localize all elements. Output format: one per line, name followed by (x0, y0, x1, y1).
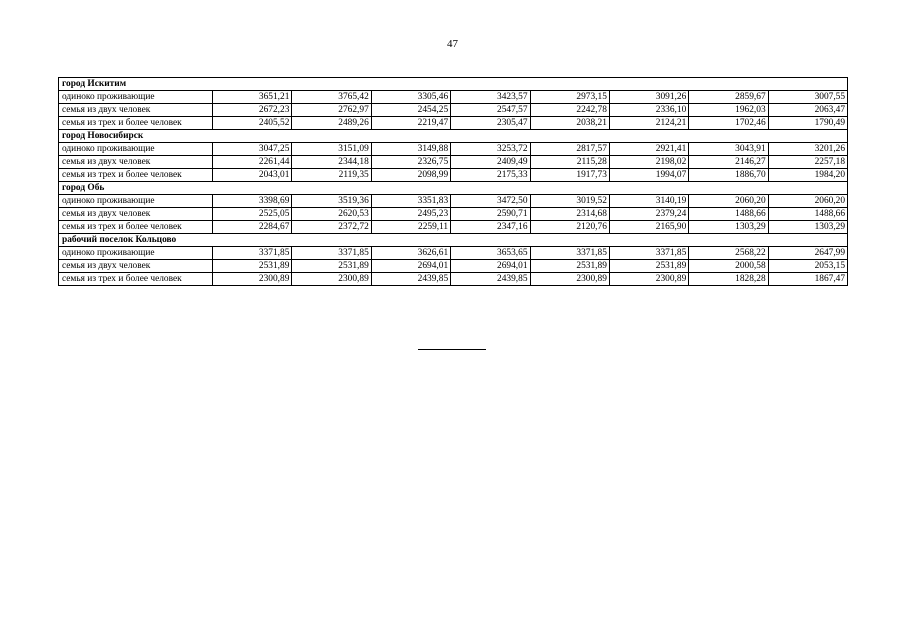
value-cell: 3371,85 (292, 247, 371, 260)
value-cell: 2146,27 (689, 156, 768, 169)
value-cell: 3007,55 (768, 91, 847, 104)
section-header-row (59, 130, 848, 143)
value-cell: 2165,90 (609, 221, 688, 234)
table-row (59, 195, 848, 208)
table-row (59, 169, 848, 182)
value-cell: 2257,18 (768, 156, 847, 169)
table-row (59, 208, 848, 221)
section-title: город Обь (59, 182, 848, 195)
row-label: семья из двух человек (59, 156, 213, 169)
value-cell: 3019,52 (530, 195, 609, 208)
value-cell: 2620,53 (292, 208, 371, 221)
value-cell: 2568,22 (689, 247, 768, 260)
row-label: семья из трех и более человек (59, 169, 213, 182)
value-cell: 2000,58 (689, 260, 768, 273)
value-cell: 1917,73 (530, 169, 609, 182)
value-cell: 2762,97 (292, 104, 371, 117)
value-cell: 3653,65 (451, 247, 530, 260)
value-cell: 2175,33 (451, 169, 530, 182)
table-row (59, 273, 848, 286)
table-row (59, 104, 848, 117)
value-cell: 2531,89 (530, 260, 609, 273)
value-cell: 2694,01 (371, 260, 450, 273)
value-cell: 2439,85 (451, 273, 530, 286)
value-cell: 2038,21 (530, 117, 609, 130)
value-cell: 2454,25 (371, 104, 450, 117)
row-label: одиноко проживающие (59, 247, 213, 260)
value-cell: 3765,42 (292, 91, 371, 104)
value-cell: 2198,02 (609, 156, 688, 169)
value-cell: 2300,89 (213, 273, 292, 286)
value-cell: 2647,99 (768, 247, 847, 260)
value-cell: 3371,85 (609, 247, 688, 260)
value-cell: 2261,44 (213, 156, 292, 169)
value-cell: 3091,26 (609, 91, 688, 104)
value-cell: 2921,41 (609, 143, 688, 156)
value-cell: 2284,67 (213, 221, 292, 234)
row-label: семья из трех и более человек (59, 117, 213, 130)
value-cell: 1867,47 (768, 273, 847, 286)
value-cell: 2242,78 (530, 104, 609, 117)
value-cell: 2531,89 (609, 260, 688, 273)
value-cell: 3371,85 (213, 247, 292, 260)
value-cell: 3626,61 (371, 247, 450, 260)
value-cell: 2336,10 (609, 104, 688, 117)
value-cell: 2405,52 (213, 117, 292, 130)
value-cell: 2314,68 (530, 208, 609, 221)
value-cell: 2053,15 (768, 260, 847, 273)
section-header-row (59, 182, 848, 195)
row-label: семья из трех и более человек (59, 273, 213, 286)
value-cell: 2305,47 (451, 117, 530, 130)
value-cell: 3398,69 (213, 195, 292, 208)
value-cell: 2817,57 (530, 143, 609, 156)
value-cell: 1828,28 (689, 273, 768, 286)
row-label: семья из двух человек (59, 208, 213, 221)
table-row (59, 260, 848, 273)
value-cell: 3305,46 (371, 91, 450, 104)
table-row (59, 247, 848, 260)
value-cell: 2439,85 (371, 273, 450, 286)
value-cell: 3651,21 (213, 91, 292, 104)
row-label: одиноко проживающие (59, 143, 213, 156)
value-cell: 2119,35 (292, 169, 371, 182)
value-cell: 1303,29 (689, 221, 768, 234)
value-cell: 2098,99 (371, 169, 450, 182)
value-cell: 2590,71 (451, 208, 530, 221)
value-cell: 3351,83 (371, 195, 450, 208)
value-cell: 2694,01 (451, 260, 530, 273)
value-cell: 2060,20 (689, 195, 768, 208)
value-cell: 2547,57 (451, 104, 530, 117)
section-header-row (59, 234, 848, 247)
value-cell: 3043,91 (689, 143, 768, 156)
table-body (59, 78, 848, 286)
value-cell: 1488,66 (689, 208, 768, 221)
table-row (59, 117, 848, 130)
section-title: город Новосибирск (59, 130, 848, 143)
section-title: город Искитим (59, 78, 848, 91)
section-title: рабочий поселок Кольцово (59, 234, 848, 247)
row-label: семья из двух человек (59, 260, 213, 273)
value-cell: 2219,47 (371, 117, 450, 130)
row-label: одиноко проживающие (59, 195, 213, 208)
value-cell: 1994,07 (609, 169, 688, 182)
value-cell: 1702,46 (689, 117, 768, 130)
value-cell: 2259,11 (371, 221, 450, 234)
value-cell: 2326,75 (371, 156, 450, 169)
value-cell: 2060,20 (768, 195, 847, 208)
table-row (59, 143, 848, 156)
value-cell: 2859,67 (689, 91, 768, 104)
value-cell: 2495,23 (371, 208, 450, 221)
value-cell: 3140,19 (609, 195, 688, 208)
value-cell: 2124,21 (609, 117, 688, 130)
value-cell: 3519,36 (292, 195, 371, 208)
value-cell: 1984,20 (768, 169, 847, 182)
value-cell: 2300,89 (292, 273, 371, 286)
value-cell: 2489,26 (292, 117, 371, 130)
tariff-table (58, 77, 848, 286)
footer-divider (418, 349, 486, 350)
table-row (59, 91, 848, 104)
value-cell: 2531,89 (292, 260, 371, 273)
value-cell: 2063,47 (768, 104, 847, 117)
value-cell: 2531,89 (213, 260, 292, 273)
value-cell: 2300,89 (530, 273, 609, 286)
table-row (59, 221, 848, 234)
value-cell: 2347,16 (451, 221, 530, 234)
row-label: семья из трех и более человек (59, 221, 213, 234)
value-cell: 2672,23 (213, 104, 292, 117)
section-header-row (59, 78, 848, 91)
value-cell: 3423,57 (451, 91, 530, 104)
value-cell: 2525,05 (213, 208, 292, 221)
value-cell: 2115,28 (530, 156, 609, 169)
value-cell: 3472,50 (451, 195, 530, 208)
value-cell: 2409,49 (451, 156, 530, 169)
page-number: 47 (447, 38, 458, 50)
value-cell: 3253,72 (451, 143, 530, 156)
value-cell: 2120,76 (530, 221, 609, 234)
value-cell: 3047,25 (213, 143, 292, 156)
value-cell: 2379,24 (609, 208, 688, 221)
value-cell: 2043,01 (213, 169, 292, 182)
value-cell: 3371,85 (530, 247, 609, 260)
value-cell: 3201,26 (768, 143, 847, 156)
row-label: семья из двух человек (59, 104, 213, 117)
value-cell: 3149,88 (371, 143, 450, 156)
row-label: одиноко проживающие (59, 91, 213, 104)
value-cell: 1488,66 (768, 208, 847, 221)
value-cell: 1303,29 (768, 221, 847, 234)
value-cell: 3151,09 (292, 143, 371, 156)
table-row (59, 156, 848, 169)
value-cell: 2344,18 (292, 156, 371, 169)
value-cell: 1886,70 (689, 169, 768, 182)
value-cell: 2372,72 (292, 221, 371, 234)
value-cell: 2300,89 (609, 273, 688, 286)
value-cell: 2973,15 (530, 91, 609, 104)
value-cell: 1962,03 (689, 104, 768, 117)
value-cell: 1790,49 (768, 117, 847, 130)
